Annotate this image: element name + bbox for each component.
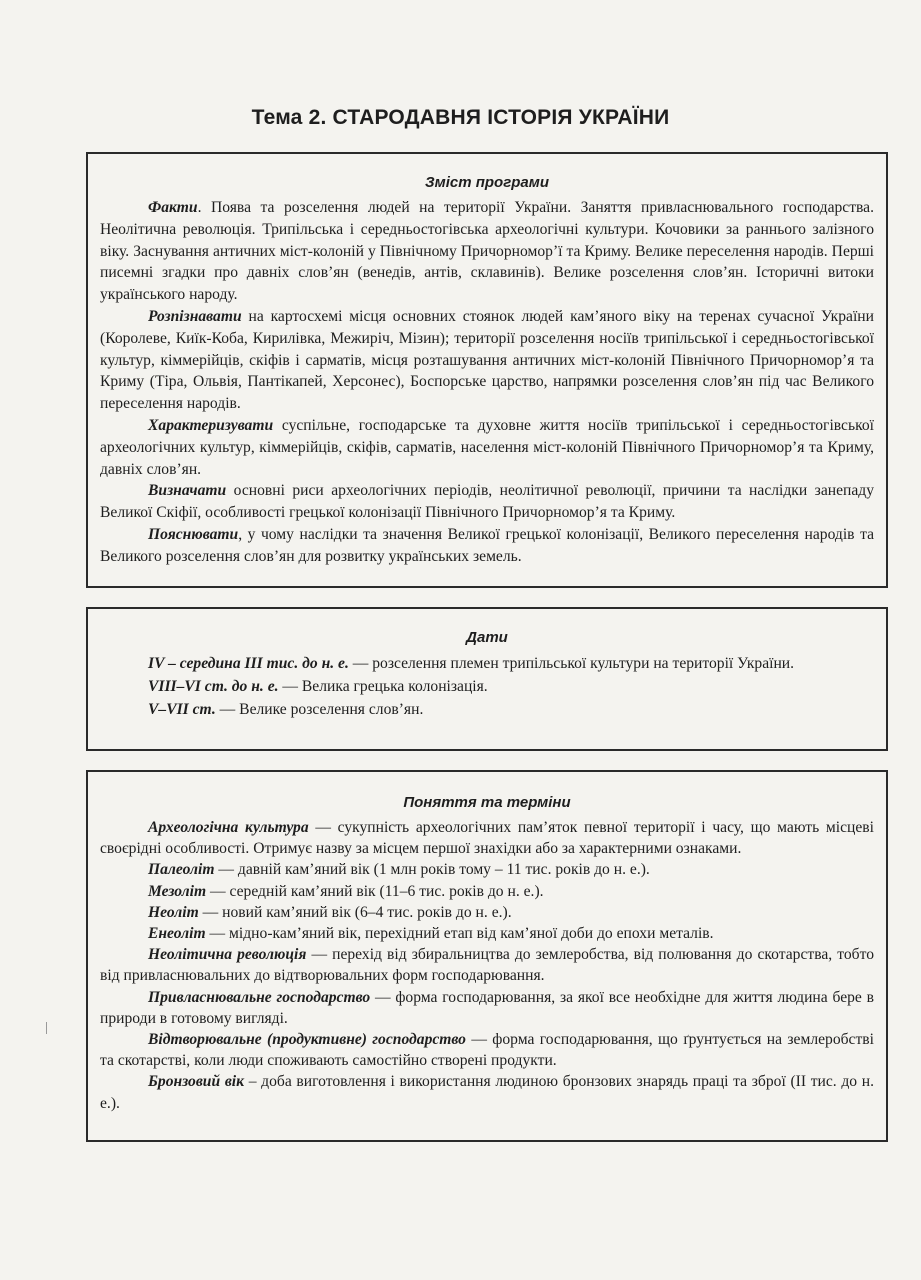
term-entry: [100, 944, 874, 986]
term-name: Археологічна культура: [148, 819, 309, 836]
term-name: Привласнювальне господарство: [148, 988, 371, 1006]
date-entry: [100, 652, 874, 675]
program-paragraph: [100, 480, 874, 524]
term-definition: — перехід від збиральництва до землеробства, від полювання до скотарства, тобто від привласнювальних до відтворювальних форм господарювання.: [100, 946, 874, 985]
program-text: . Поява та розселення людей на території України. Заняття привласнювального господарства. Неолітична революція. Трипільська і середньостогівська археологічні культури. Кочовики за раннього залізного віку. Заснування античних міст-колоній у Північному Причорномор’ї та Криму. Велике переселення народів. Перші писемні згадки про давніх слов’ян (венедів, антів, склавинів). Велике розселення слов’ян. Історичні витоки українського народу.: [100, 199, 874, 304]
date-entry: [100, 675, 874, 698]
program-term: Розпізнавати: [148, 307, 242, 325]
terms-heading: Поняття та терміни: [403, 794, 571, 811]
term-name: Бронзовий вік: [148, 1073, 245, 1091]
term-name: Відтворювальне (продуктивне) господарство: [148, 1031, 466, 1049]
terms-box: [86, 770, 888, 1142]
term-name: Енеоліт: [148, 925, 206, 943]
term-definition: — мідно-кам’яний вік, перехідний етап від кам’яної доби до епохи металів.: [205, 925, 714, 943]
term-name: Палеоліт: [148, 861, 215, 879]
program-text: суспільне, господарське та духовне життя носіїв трипільської і середньостогівської археологічних культур, кіммерійців, скіфів, сарматів, населення міст-колоній Північного Причорномор’я та Криму, давніх слов’ян.: [100, 416, 874, 478]
term-entry: [100, 817, 874, 859]
program-heading: Зміст програми: [424, 174, 549, 191]
term-definition: — форма господарювання, за якої все необхідне для життя людина бере в природи в готовому вигляді.: [100, 988, 874, 1027]
program-text: основні риси археологічних періодів, неолітичної революції, причини та наслідки занепаду Великої Скіфії, особливості грецької колонізації Північного Причорномор’я та Криму.: [100, 482, 874, 522]
term-name: Неолітична революція: [148, 946, 307, 964]
term-entry: [100, 881, 874, 902]
term-definition: — сукупність археологічних пам’яток певної території і часу, що мають місцеві своєрідні особливості. Отримує назву за місцем першої знахідки або за характерними ознаками.: [100, 819, 874, 858]
term-entry: [100, 902, 874, 923]
term-name: Неоліт: [148, 903, 199, 921]
program-text: , у чому наслідки та значення Великої грецької колонізації, Великого переселення народів та Великого розселення слов’ян для розвитку українських земель.: [100, 525, 874, 565]
program-paragraph: [100, 524, 874, 568]
program-term: Факти: [148, 199, 198, 216]
program-content-box: [86, 152, 888, 588]
page-title: Тема 2. СТАРОДАВНЯ ІСТОРІЯ УКРАЇНИ: [251, 106, 670, 129]
term-entry: [100, 923, 874, 944]
margin-mark: [46, 1022, 47, 1034]
date-text: — Велике розселення слов’ян.: [215, 701, 424, 718]
program-paragraph: [100, 306, 874, 415]
term-entry: [100, 859, 874, 880]
term-entry: [100, 987, 874, 1029]
date-text: — Велика грецька колонізація.: [278, 678, 488, 695]
program-term: Характеризувати: [148, 416, 274, 434]
term-definition: – доба виготовлення і використання людиною бронзових знарядь праці та зброї (ІІ тис. до н. е.).: [100, 1073, 874, 1112]
term-definition: — середній кам’яний вік (11–6 тис. років до н. е.).: [206, 882, 544, 900]
term-definition: — форма господарювання, що ґрунтується на землеробстві та скотарстві, коли люди споживають самостійно створені продукти.: [100, 1031, 874, 1070]
date-text: — розселення племен трипільської культури на території України.: [348, 655, 795, 672]
date-term: V–VII ст.: [148, 701, 216, 718]
term-name: Мезоліт: [148, 882, 207, 900]
program-paragraph: [100, 415, 874, 480]
date-term: IV – середина III тис. до н. е.: [148, 655, 349, 672]
term-definition: — давній кам’яний вік (1 млн років тому – 11 тис. років до н. е.).: [214, 861, 650, 879]
program-text: на картосхемі місця основних стоянок людей кам’яного віку на теренах сучасної України (Королеве, Киїк-Коба, Кирилівка, Межиріч, Мізин); території розселення носіїв трипільської і середньостогівської культур, кіммерійців, скіфів і сарматів, місця розташування античних міст-колоній Північного Причорномор’я та Криму (Тіра, Ольвія, Пантікапей, Херсонес), Боспорське царство, напрямки розселення слов’ян під час Великого переселення народів.: [100, 307, 874, 413]
program-term: Визначати: [148, 482, 227, 500]
date-term: VIII–VI ст. до н. е.: [148, 678, 279, 695]
program-paragraph: [100, 197, 874, 306]
date-entry: [100, 698, 874, 721]
term-entry: [100, 1071, 874, 1113]
dates-heading: Дати: [466, 629, 508, 646]
term-definition: — новий кам’яний вік (6–4 тис. років до н. е.).: [198, 903, 512, 921]
program-term: Пояснювати: [148, 525, 239, 543]
dates-box: [86, 607, 888, 751]
term-entry: [100, 1029, 874, 1071]
